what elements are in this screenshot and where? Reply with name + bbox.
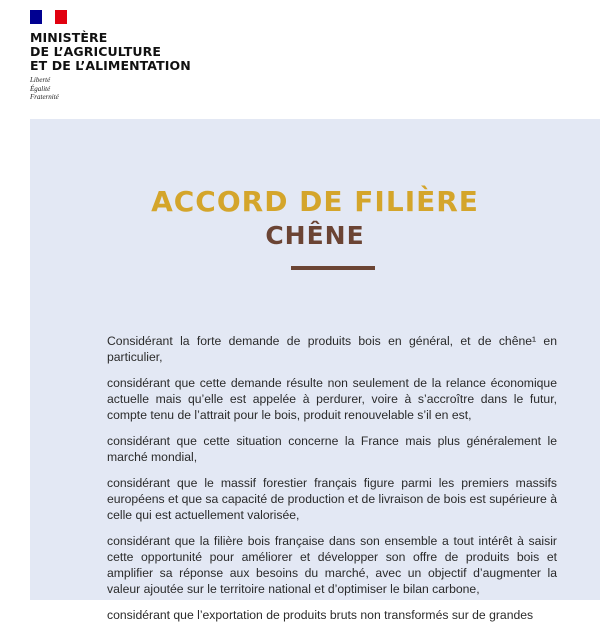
flag-red-stripe (55, 10, 67, 24)
ministry-line: DE L’AGRICULTURE (30, 44, 161, 59)
document-body (107, 333, 557, 633)
ministry-line: MINISTÈRE (30, 30, 108, 45)
title-divider (291, 266, 375, 270)
paragraph: Considérant la forte demande de produits bois en général, et de chêne¹ en particulier, (107, 334, 557, 364)
ministry-header (30, 10, 191, 102)
flag-blue-stripe (30, 10, 42, 24)
paragraph: considérant que l’exportation de produits bruts non transformés sur de grandes (107, 608, 534, 622)
motto-line: Fraternité (30, 93, 59, 101)
ministry-name (30, 31, 191, 73)
ministry-line: ET DE L’ALIMENTATION (30, 58, 191, 73)
document-title: ACCORD DE FILIÈRE (151, 185, 479, 218)
motto-line: Égalité (30, 84, 51, 93)
republic-motto (30, 76, 191, 102)
document-subtitle: CHÊNE (265, 221, 365, 250)
paragraph: considérant que le massif forestier français figure parmi les premiers massifs européens et que sa capacité de production et de livraison de bois est supérieure à celle qui est actuellement valorisée, (107, 476, 557, 522)
paragraph: considérant que cette demande résulte non seulement de la relance économique actuelle mais qu’elle est appelée à perdurer, voire à s’accroître dans le futur, compte tenu de l’attrait pour le bois, produit renouvelable s’il en est, (107, 376, 557, 422)
document-panel (30, 119, 600, 622)
paragraph: considérant que cette situation concerne la France mais plus généralement le marché mondial, (107, 434, 557, 464)
french-flag-logo (30, 10, 67, 24)
motto-line: Liberté (30, 76, 51, 84)
paragraph: considérant que la filière bois française dans son ensemble a tout intérêt à saisir cette opportunité pour améliorer et développer son offre de produits bois et amplifier sa réponse aux besoins du marché, avec un objectif d’augmenter la valeur ajoutée sur le territoire national et d’optimiser le bilan carbone, (107, 534, 557, 596)
flag-white-stripe (42, 10, 55, 24)
